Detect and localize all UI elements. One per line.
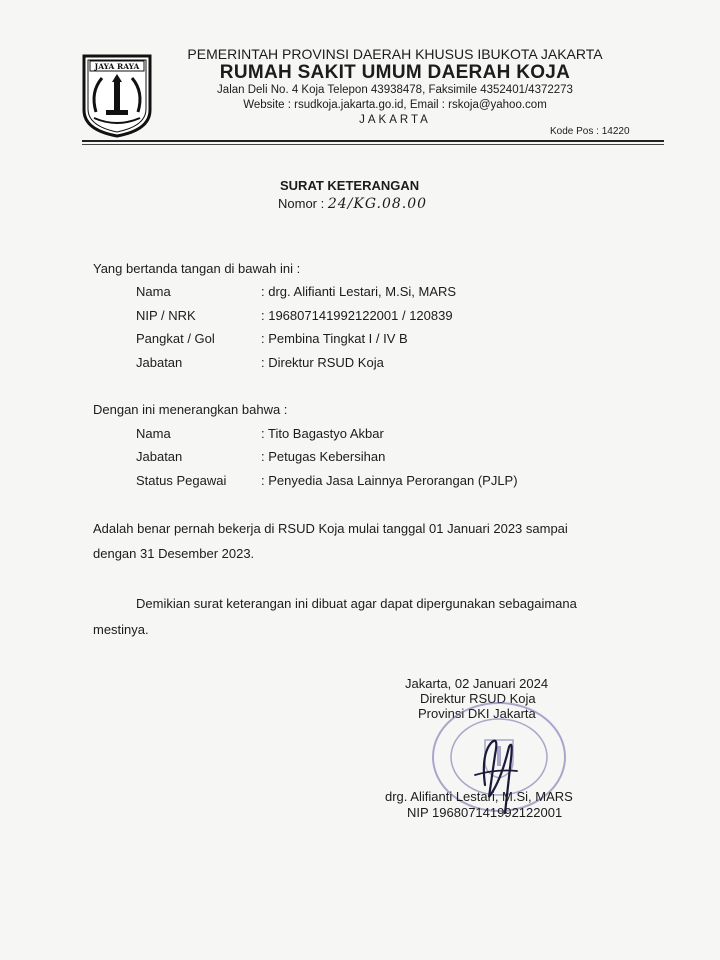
letterhead-divider [82,140,664,142]
signer-value: : Pembina Tingkat I / IV B [261,331,408,346]
signer-value: : 196807141992122001 / 120839 [261,308,453,323]
signer-label: Pangkat / Gol [136,331,215,346]
letter-title: SURAT KETERANGAN [280,178,420,193]
letter-number-value: 24/KG.08.00 [327,196,428,212]
closing-paragraph-line: Demikian surat keterangan ini dibuat agar dapat dipergunakan sebagaimana [136,596,577,611]
intro-text: Yang bertanda tangan di bawah ini : [93,261,301,276]
closing-paragraph-line: mestinya. [93,622,149,637]
signer-label: Jabatan [136,355,183,370]
letterhead-hospital-name: RUMAH SAKIT UMUM DAERAH KOJA [219,62,571,83]
dki-jakarta-emblem-icon [80,52,154,138]
subject-value: : Penyedia Jasa Lainnya Perorangan (PJLP) [261,473,518,488]
letterhead-postal-code: Kode Pos : 14220 [550,126,630,137]
signer-value: : Direktur RSUD Koja [261,355,384,370]
declare-text: Dengan ini menerangkan bahwa : [93,402,288,417]
letter-number [278,196,427,212]
signature-province: Provinsi DKI Jakarta [418,706,536,721]
letter-number-label: Nomor : [278,196,325,211]
signature-place-date: Jakarta, 02 Januari 2024 [405,676,549,691]
signer-label: NIP / NRK [136,308,196,323]
body-paragraph-line: Adalah benar pernah bekerja di RSUD Koja mulai tanggal 01 Januari 2023 sampai [93,521,568,536]
signer-label: Nama [136,284,171,299]
letterhead-divider-thin [82,144,664,145]
svg-text:JAYA RAYA: JAYA RAYA [94,62,140,71]
letterhead-city: JAKARTA [359,114,431,126]
letterhead-contact: Website : rsudkoja.jakarta.go.id, Email : rskoja@yahoo.com [243,99,547,111]
signer-nip: NIP 196807141992122001 [407,805,563,820]
subject-value: : Petugas Kebersihan [261,449,386,464]
signer-value: : drg. Alifianti Lestari, M.Si, MARS [261,284,457,299]
subject-label: Status Pegawai [136,473,227,488]
letterhead-government: PEMERINTAH PROVINSI DAERAH KHUSUS IBUKOTA JAKARTA [187,46,603,62]
signer-name: drg. Alifianti Lestari, M.Si, MARS [385,789,573,804]
subject-value: : Tito Bagastyo Akbar [261,426,384,441]
body-paragraph-line: dengan 31 Desember 2023. [93,546,255,561]
subject-label: Nama [136,426,171,441]
signature-position: Direktur RSUD Koja [420,691,536,706]
letterhead-address: Jalan Deli No. 4 Koja Telepon 43938478, Faksimile 4352401/4372273 [217,84,573,96]
subject-label: Jabatan [136,449,183,464]
